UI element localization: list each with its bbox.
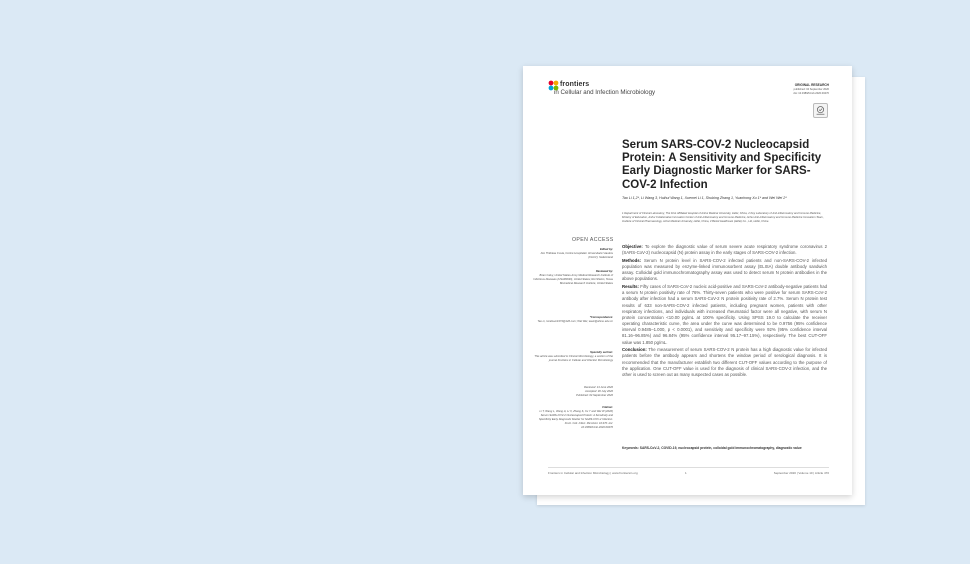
objective-text: To explore the diagnostic value of serum severe acute respiratory syndrome coronavirus 2 (SARS-CoV-2) nucleocapsid (N) protein assay in the early stages of SARS-COV-2 infection.: [622, 244, 827, 256]
abstract: [622, 244, 827, 380]
author-list: Tao Li 1,2*, Li Wang 3, Huihui Wang 1, Xuemei Li 1, Shubing Zhang 1, Yuanhong Xu 1* and Wei Wei 2*: [622, 196, 787, 200]
citation-text: Li T, Wang L, Wang H, Li X, Zhang S, Xu Y and Wei W (2020) Serum SARS-COV-2 Nucleocapsid Protein: A Sensitivity and Specificity Early Diagnostic Marker for SARS-COV-2 Infection. Front. Cell. Infect. Microbiol. 10:470. doi: 10.3389/fcimb.2020.00470: [539, 409, 613, 429]
correspondence-text[interactable]: Tao Li, lonelisun1974@126.com; Wei Wei, wwei@ahmu.edu.cn: [537, 319, 613, 323]
reviewed-by-block: [533, 270, 613, 286]
page-number: 1: [685, 471, 687, 475]
paper-page: [523, 66, 852, 495]
reviewed-by-text: Brian Calvy, United States Army Medical Research Institute of Infectious Diseases (USAMRIID), United States; Rei Shizen, Texas Biomedical Research Institute, United States: [533, 273, 613, 285]
published-date-side: Published: 04 September 2020: [576, 393, 613, 397]
citation-heading: Citation:: [602, 406, 613, 409]
abstract-results: [622, 284, 827, 346]
footer-issue: September 2020 | Volume 10 | Article 470: [773, 471, 829, 475]
check-for-updates-icon[interactable]: [813, 103, 828, 118]
doi: doi: 10.3389/fcimb.2020.00470: [793, 92, 829, 95]
article-title: Serum SARS-COV-2 Nucleocapsid Protein: A Sensitivity and Specificity Early Diagnostic Marker for SARS-COV-2 Infection: [622, 139, 822, 191]
open-access-label: OPEN ACCESS: [572, 237, 614, 243]
journal-name: frontiers: [560, 81, 590, 88]
citation-block: [533, 406, 613, 429]
published-date: published: 04 September 2020: [793, 88, 829, 91]
article-type: ORIGINAL RESEARCH: [794, 83, 829, 87]
methods-text: Serum N protein level in SARS-COV-2 infected patients and non-SARS-COV-2 infected population was measured by enzyme-linked immunosorbent assay (ELISA) double antibody sandwich assay. Colloidal gold immunochromatography assay was used to detect serum N protein antibodies in the above populations.: [622, 257, 827, 282]
accepted-date: Accepted: 30 July 2020: [585, 389, 613, 393]
abstract-conclusion: [622, 347, 827, 378]
results-label: Results:: [622, 284, 639, 290]
edited-by-block: [533, 248, 613, 260]
received-date: Received: 13 June 2020: [584, 386, 613, 389]
correspondence-heading: *Correspondence:: [589, 316, 613, 319]
correspondence-block: [533, 316, 613, 324]
specialty-heading: Specialty section:: [590, 351, 613, 354]
abstract-methods: [622, 258, 827, 283]
reviewed-by-heading: Reviewed by:: [595, 270, 613, 273]
journal-subtitle: in Cellular and Infection Microbiology: [554, 89, 656, 96]
edited-by-text: Alix Thébéas Costa, Centre Hospitalier Universitaire Vaudois (CHUV), Switzerland: [540, 251, 613, 259]
dates-block: [533, 386, 613, 398]
objective-label: Objective:: [622, 244, 643, 249]
affiliations: 1 Department of Clinical Laboratory, The First Affiliated Hospital of Anhui Medical University, Hefei, China, 2 Key Laboratory of Anti-inflammatory and Immune Medicine, Ministry of Education, Anhui Collaborative Innovation Center of Anti-inflammatory and Immune Medicine, Anhui Anti-inflammatory and Immune Medicine Innovation Team, Institute of Clinical Pharmacology, Anhui Medical University, Hefei, China, 3 BioHit Healthcare (Hefei) Co., Ltd, Hefei, China: [622, 212, 824, 223]
footer-journal[interactable]: Frontiers in Cellular and Infection Microbiology | www.frontiersin.org: [548, 471, 638, 475]
conclusion-text: The measurement of serum SARS-COV-2 N protein has a high diagnostic value for infected patients before the antibody appears and shortens the window period of serological diagnosis. It is recommended that the manufacturer establish two different CUT-OFF values according to the purpose of the application. One CUT-OFF value is used for the diagnosis of clinical SARS-COV-2 infection, and the other is used to screen out as many suspected cases as possible.: [622, 347, 827, 377]
specialty-block: [533, 351, 613, 363]
methods-label: Methods:: [622, 257, 642, 263]
edited-by-heading: Edited by:: [600, 248, 613, 251]
conclusion-label: Conclusion:: [622, 347, 647, 353]
footer-divider: [548, 467, 829, 468]
results-text: Fifty cases of SARS-CoV-2 nucleic acid-positive and SARS-CoV-2 antibody-negative patients had a serum N protein positivity rate of 76%. Thirty-seven patients who were positive for serum SARS-CoV-2 antibody after infection had a serum SARS-CoV-2 N protein positivity rate of 2.7%. Serum N protein test results of 633 non-SARS-COV-2 infected patients, including pregnant women, patients with other respiratory infections, and individuals with increased rheumatoid factor were all negative, with serum N protein concentration <10.00 pg/mL at 100% specificity. Using SPSS 19.0 to calculate the receiver operating characteristic curve, the area under the curve was determined to be 0.9756 (95% confidence interval 0.9485–1.000, p < 0.0001), and sensitivity and specificity were 92% (95% confidence interval 81.16–96.85%) and 96.84% (95% confidence interval 95.17–97.15%), respectively. The best CUT-OFF value was 1.850 pg/mL.: [622, 284, 827, 345]
keywords: Keywords: SARS-CoV-2, COVID-19, nucleocapsid protein, colloidal gold immunochromatography, diagnostic value: [622, 446, 802, 450]
abstract-objective: [622, 244, 827, 256]
specialty-text: This article was submitted to Clinical Microbiology, a section of the journal Frontiers in Cellular and Infection Microbiology: [534, 354, 613, 362]
